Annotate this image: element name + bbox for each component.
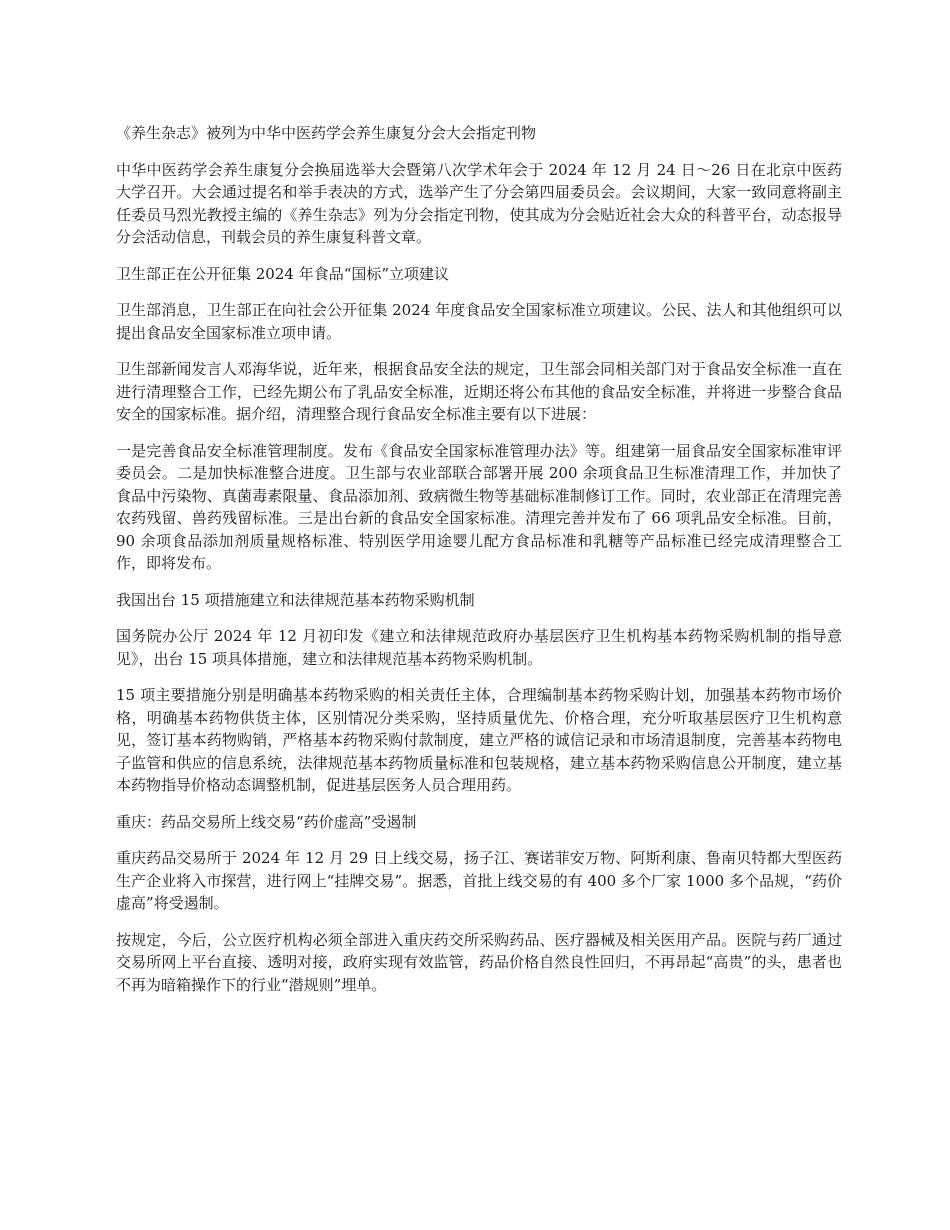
- section-title: 《养生杂志》被列为中华中医药学会养生康复分会大会指定刊物: [116, 124, 537, 142]
- paragraph: 卫生部消息，卫生部正在向社会公开征集 2024 年度食品安全国家标准立项建议。公民、法人和其他组织可以提出食品安全国家标准立项申请。: [116, 301, 842, 342]
- paragraph: 15 项主要措施分别是明确基本药物采购的相关责任主体，合理编制基本药物采购计划，加强基本药物市场价格，明确基本药物供货主体，区别情况分类采购，坚持质量优先、价格合理，充分听取基层医疗卫生机构意见，签订基本药物购销，严格基本药物采购付款制度，建立严格的诚信记录和市场清退制度，完善基本药物电子监管和供应的信息系统，法律规范基本药物质量标准和包装规格，建立基本药物采购信息公开制度，建立基本药物指导价格动态调整机制，促进基层医务人员合理用药。: [116, 686, 842, 794]
- document-body: [116, 122, 842, 1010]
- paragraph: 国务院办公厅 2024 年 12 月初印发《建立和法律规范政府办基层医疗卫生机构基本药物采购机制的指导意见》，出台 15 项具体措施，建立和法律规范基本药物采购机制。: [116, 627, 842, 668]
- news-section: [116, 122, 842, 249]
- news-section: [116, 811, 842, 997]
- paragraph: 重庆药品交易所于 2024 年 12 月 29 日上线交易，扬子江、赛诺菲安万物、阿斯利康、鲁南贝特都大型医药生产企业将入市探营，进行网上“挂牌交易”。据悉，首批上线交易的有 400 多个厂家 1000 多个品规，“药价虚高”将受遏制。: [116, 849, 842, 912]
- paragraph: 中华中医药学会养生康复分会换届选举大会暨第八次学术年会于 2024 年 12 月 24 日～26 日在北京中医药大学召开。大会通过提名和举手表决的方式，选举产生了分会第四届委员会。会议期间，大家一致同意将副主任委员马烈光教授主编的《养生杂志》列为分会指定刊物，使其成为分会贴近社会大众的科普平台，动态报导分会活动信息，刊载会员的养生康复科普文章。: [116, 160, 842, 246]
- paragraph: 按规定，今后，公立医疗机构必须全部进入重庆药交所采购药品、医疗器械及相关医用产品。医院与药厂通过交易所网上平台直接、透明对接，政府实现有效监管，药品价格自然良性回归，不再昂起“高贵”的头，患者也不再为暗箱操作下的行业“潜规则”埋单。: [116, 930, 842, 994]
- section-title: 我国出台 15 项措施建立和法律规范基本药物采购机制: [116, 590, 475, 609]
- paragraph: 一是完善食品安全标准管理制度。发布《食品安全国家标准管理办法》等。组建第一届食品安全国家标准审评委员会。二是加快标准整合进度。卫生部与农业部联合部署开展 200 余项食品卫生标准清理工作，并加快了食品中污染物、真菌毒素限量、食品添加剂、致病微生物等基础标准制修订工作。同时，农业部正在清理完善农药残留、兽药残留标准。三是出台新的食品安全国家标准。清理完善并发布了 66 项乳品安全标准。目前，90 余项食品添加剂质量规格标准、特别医学用途婴儿配方食品标准和乳糖等产品标准已经完成清理整合工作，即将发布。: [116, 441, 842, 572]
- news-section: [116, 263, 842, 575]
- section-title: 重庆：药品交易所上线交易“药价虚高”受遏制: [116, 812, 417, 831]
- section-title: 卫生部正在公开征集 2024 年食品“国标”立项建议: [116, 264, 450, 283]
- paragraph: 卫生部新闻发言人邓海华说，近年来，根据食品安全法的规定，卫生部会同相关部门对于食品安全标准一直在进行清理整合工作，已经先期公布了乳品安全标准，近期还将公布其他的食品安全标准，并将进一步整合食品安全的国家标准。据介绍，清理整合现行食品安全标准主要有以下进展：: [116, 360, 842, 423]
- news-section: [116, 589, 842, 797]
